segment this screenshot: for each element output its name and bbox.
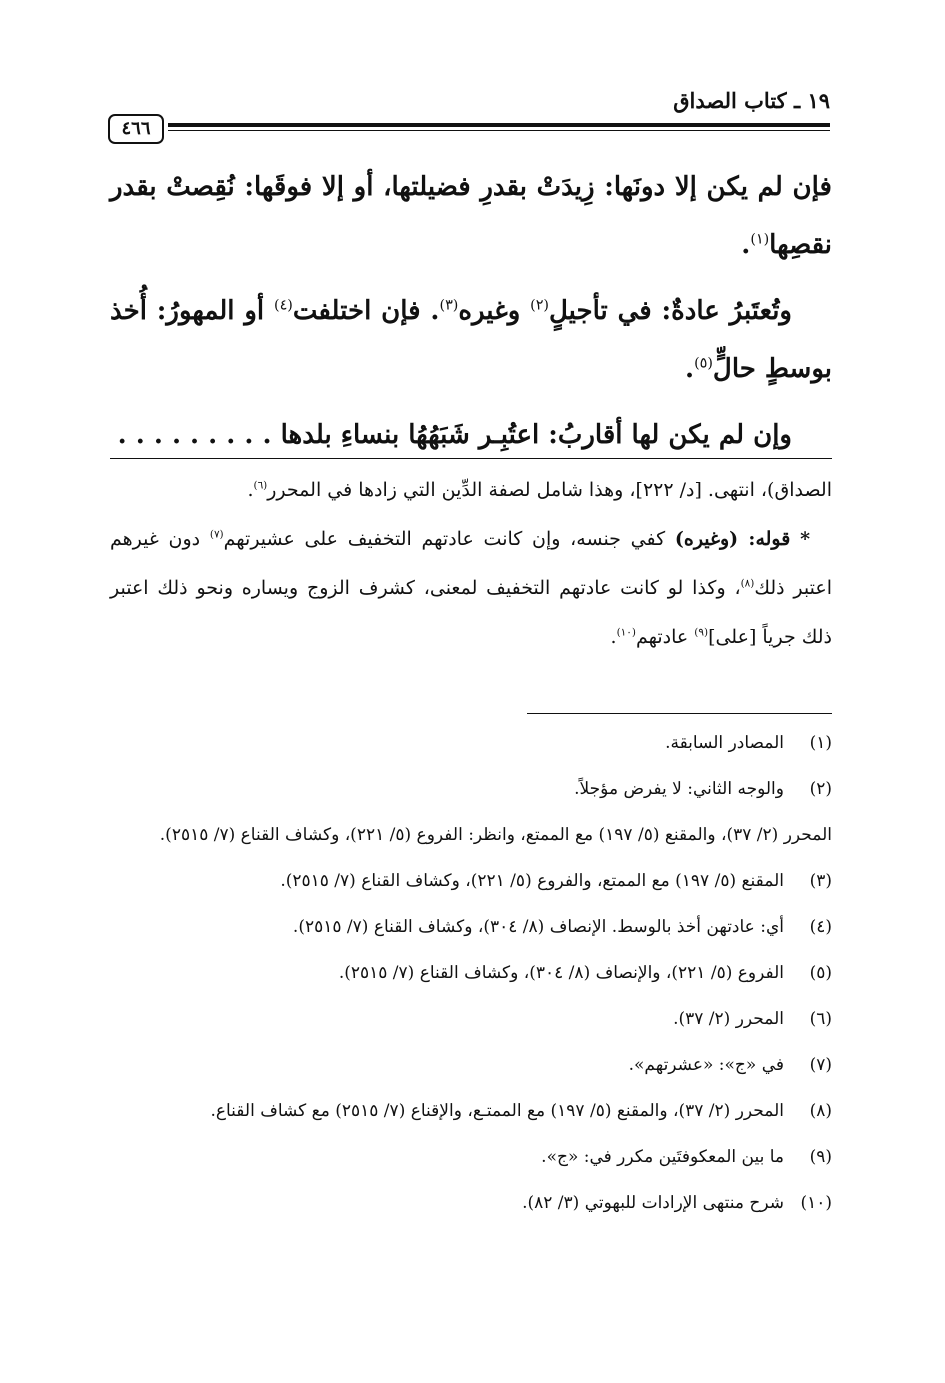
sharh-paragraph-1 <box>110 466 832 515</box>
footnote-text: المصادر السابقة. <box>665 733 784 753</box>
footnote-number: (٨) <box>809 1101 832 1121</box>
footnote-9 <box>110 1142 832 1173</box>
footnote-ref[interactable]: (٩) <box>694 626 709 639</box>
footnote-4 <box>110 912 832 943</box>
footnote-text: الفروع (٥/ ٢٢١)، والإنصاف (٨/ ٣٠٤)، وكشاف القناع (٧/ ٢٥١٥). <box>338 963 784 983</box>
footnote-ref[interactable]: (٣) <box>439 297 459 314</box>
footnote-10 <box>110 1188 832 1219</box>
star-marker: * <box>800 528 810 550</box>
footnote-ref[interactable]: (١) <box>750 231 770 248</box>
footnote-1 <box>110 728 832 759</box>
sharh-text: الصداق)، انتهى. [د/ ٢٢٢]، وهذا شامل لصفة الدِّين التي زادها في المحرر <box>267 479 832 501</box>
footnote-number: (١) <box>809 733 832 753</box>
matn-paragraph-3 <box>110 406 832 464</box>
footnote-text: المحرر (٢/ ٣٧). <box>673 1009 784 1029</box>
sharh-text: عادتهم <box>635 626 695 648</box>
footnote-ref[interactable]: (٧) <box>209 528 224 541</box>
footnote-ref[interactable]: (٤) <box>274 297 293 314</box>
footnote-divider <box>527 713 832 714</box>
main-text <box>110 158 832 472</box>
footnote-5 <box>110 958 832 989</box>
matn-text: أو المهورُ: أُخذ بوسطٍ حالٍّ <box>110 296 832 384</box>
sharh-text: كفي جنسه، وإن كانت عادتهم التخفيف على عشيرتهم <box>223 528 675 550</box>
footnote-number: (٧) <box>809 1055 832 1075</box>
footnote-number: (١٠) <box>800 1193 832 1213</box>
footnote-text: والوجه الثاني: لا يفرض مؤجلاً. <box>574 779 784 799</box>
header-rule-thin <box>168 130 830 131</box>
footnote-number: (٩) <box>809 1147 832 1167</box>
footnote-number: (٥) <box>809 963 832 983</box>
running-title: ١٩ ـ كتاب الصداق <box>673 88 830 113</box>
footnote-number: (٢) <box>809 779 832 799</box>
footnote-number: (٤) <box>809 917 832 937</box>
footnote-text: شرح منتهى الإرادات للبهوتي (٣/ ٨٢). <box>522 1193 784 1213</box>
footnote-6 <box>110 1004 832 1035</box>
matn-end: . <box>685 354 695 384</box>
footnote-text: ما بين المعكوفتَين مكرر في: «ج». <box>541 1147 784 1167</box>
matn-text: وغيره <box>458 296 531 326</box>
sharh-paragraph-2 <box>110 515 832 662</box>
footnote-7 <box>110 1050 832 1081</box>
header-rule-thick <box>168 123 830 127</box>
sharh-text: دون غيرهم اعتبر ذلك <box>110 528 832 599</box>
footnote-2-continuation <box>110 820 832 851</box>
footnote-text: المحرر (٢/ ٣٧)، والمقنع (٥/ ١٩٧) مع الممتع، وانظر: الفروع (٥/ ٢٢١)، وكشاف القناع (٧/ ٢٥١٥). <box>159 825 832 845</box>
sharh-end: . <box>247 479 254 501</box>
matn-text: . فإن اختلفت <box>292 296 440 326</box>
footnote-text: المحرر (٢/ ٣٧)، والمقنع (٥/ ١٩٧) مع الممتـع، والإقناع (٧/ ٢٥١٥) مع كشاف القناع. <box>210 1101 784 1121</box>
footnote-text: في «ج»: «عشرتهم». <box>628 1055 784 1075</box>
commentary-text <box>110 466 832 662</box>
matn-text: وإن لم يكن لها أقاربُ: اعتُبِـر شَبَهُهُا بنساءِ بلدها <box>280 420 792 450</box>
footnote-3 <box>110 866 832 897</box>
page-number: ٤٦٦ <box>108 114 164 144</box>
sharh-end: . <box>610 626 617 648</box>
matn-paragraph-1 <box>110 158 832 274</box>
footnote-ref[interactable]: (٨) <box>740 577 755 590</box>
footnote-text: أي: عادتهن أخذ بالوسط. الإنصاف (٨/ ٣٠٤)، وكشاف القناع (٧/ ٢٥١٥). <box>292 917 784 937</box>
page-header <box>108 88 830 148</box>
footnote-ref[interactable]: (٦) <box>253 479 268 492</box>
footnote-2 <box>110 774 832 805</box>
matn-end: . <box>741 230 751 260</box>
footnotes-list <box>110 728 832 1234</box>
matn-text: وتُعتَبرُ عادةٌ: في تأجيلٍ <box>548 296 792 326</box>
matn-paragraph-2 <box>110 282 832 398</box>
footnote-ref[interactable]: (١٠) <box>616 626 636 639</box>
qawl-heading: قوله: (وغيره) <box>674 528 791 550</box>
footnote-text: المقنع (٥/ ١٩٧) مع الممتع، والفروع (٥/ ٢٢١)، وكشاف القناع (٧/ ٢٥١٥). <box>280 871 784 891</box>
matn-sharh-divider <box>110 458 832 459</box>
footnote-number: (٣) <box>809 871 832 891</box>
footnote-number: (٦) <box>809 1009 832 1029</box>
matn-text: فإن لم يكن إلا دونَها: زِيدَتْ بقدرِ فضيلتها، أو إلا فوقَها: نُقِصتْ بقدر نقصِها <box>110 172 832 260</box>
footnote-ref[interactable]: (٥) <box>694 355 713 372</box>
footnote-ref[interactable]: (٢) <box>530 297 549 314</box>
footnote-8 <box>110 1096 832 1127</box>
sharh-text: ، وكذا لو كانت عادتهم التخفيف لمعنى، كشرف الزوج ويساره ونحو ذلك اعتبر ذلك جرياً [على] <box>110 577 832 648</box>
continuation-dots: . . . . . . . . . <box>117 420 272 450</box>
